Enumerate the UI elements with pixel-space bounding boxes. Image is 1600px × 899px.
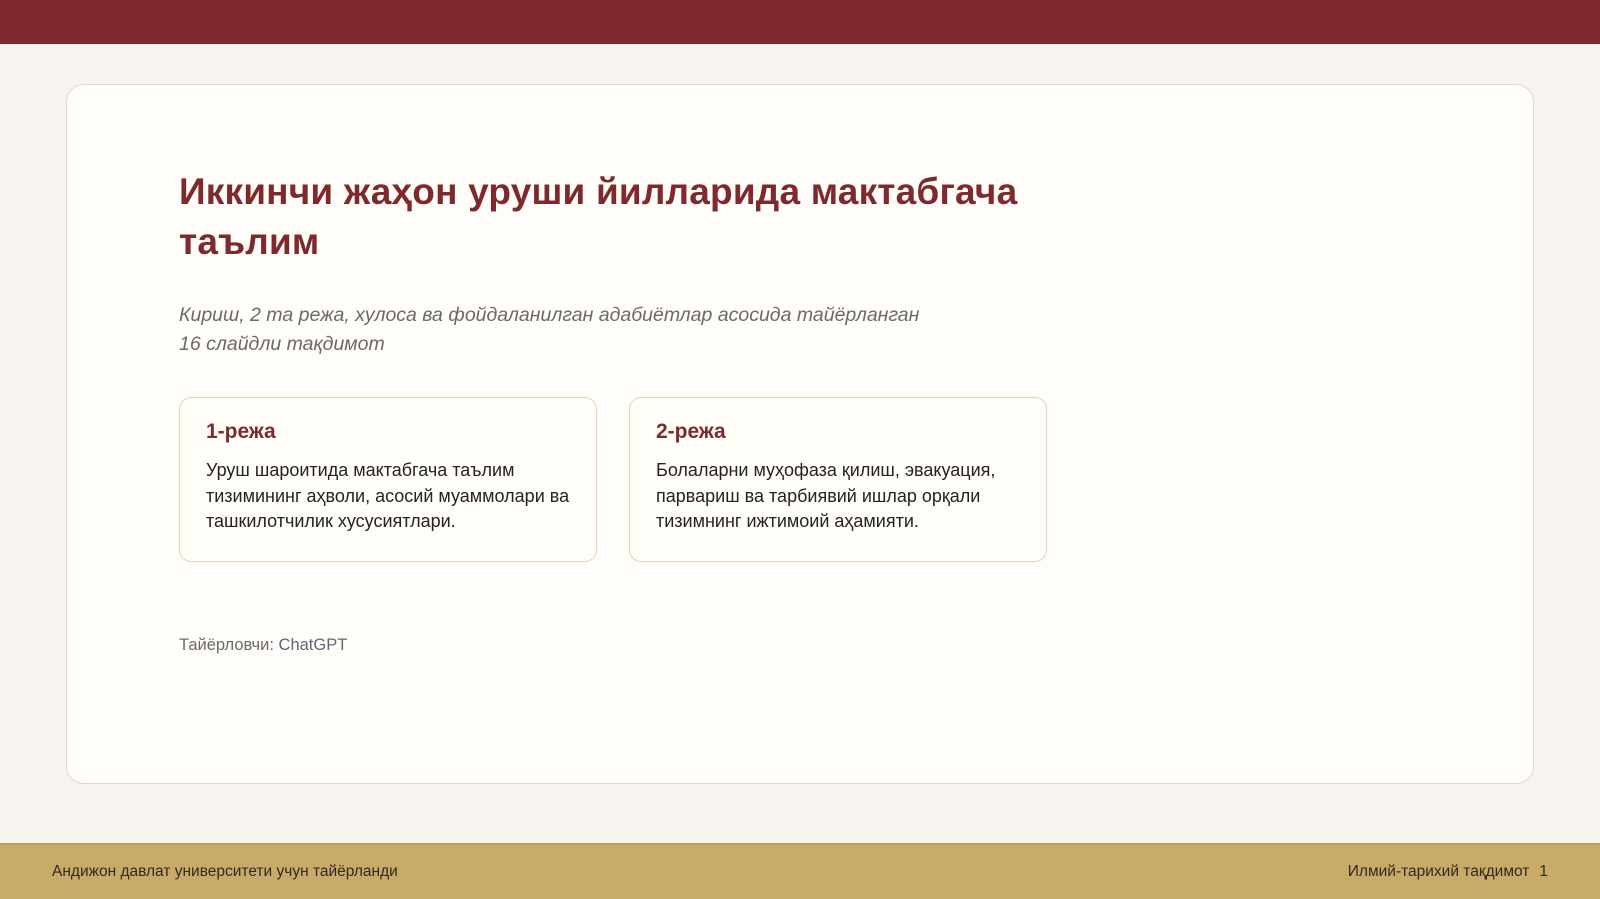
author-line xyxy=(179,636,1471,655)
footer-left-text: Андижон давлат университети учун тайёрланди xyxy=(52,863,398,880)
plan-card-2 xyxy=(629,397,1047,562)
plan-card-1-text: Уруш шароитида мактабгача таълим тизимининг аҳволи, асосий муаммолари ва ташкилотчилик хусусиятлари. xyxy=(206,460,570,532)
plan-card-1 xyxy=(179,397,597,562)
page-number: 1 xyxy=(1539,863,1548,880)
plan-card-1-title: 1-режа xyxy=(206,420,276,444)
slide-body xyxy=(0,44,1600,843)
page-title: Иккинчи жаҳон уруши йилларида мактабгача таълим xyxy=(179,171,1018,262)
slide-footer xyxy=(0,843,1600,899)
slide-subtitle: Кириш, 2 та режа, хулоса ва фойдаланилган адабиётлар асосида тайёрланган 16 слайдли тақдимот xyxy=(179,303,920,356)
plan-card-2-title: 2-режа xyxy=(656,420,726,444)
footer-right-text: Илмий-тарихий тақдимот xyxy=(1347,863,1530,880)
author-name: ChatGPT xyxy=(278,636,348,655)
slide-card xyxy=(66,84,1534,784)
plan-card-2-text: Болаларни муҳофаза қилиш, эвакуация, парвариш ва тарбиявий ишлар орқали тизимнинг ижтимоий аҳамияти. xyxy=(656,460,996,532)
author-label: Тайёрловчи: xyxy=(179,636,274,655)
slide-content xyxy=(117,147,1471,655)
footer-right-group xyxy=(1348,863,1548,881)
plan-card-list xyxy=(179,397,1471,562)
top-accent-bar xyxy=(0,0,1600,44)
